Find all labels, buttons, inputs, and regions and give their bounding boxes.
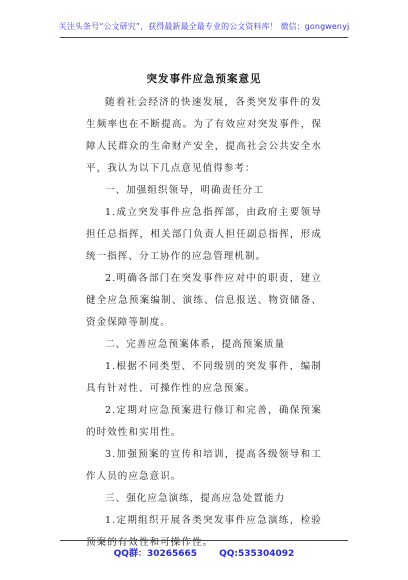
paragraph-2-1: 1.根据不同类型、不同级别的突发事件，编制具有针对性、可操作性的应急预案。 xyxy=(86,361,322,394)
section-heading-2: 二、完善应急预案体系，提高预案质量 xyxy=(105,339,286,350)
paragraph-2-3: 3.加强预案的宣传和培训，提高各级领导和工作人员的应急意识。 xyxy=(86,449,322,482)
paragraph-2-2: 2.定期对应急预案进行修订和完善，确保预案的时效性和实用性。 xyxy=(86,405,322,438)
header-divider xyxy=(60,37,348,38)
qq-text: QQ:535304092 xyxy=(219,549,295,559)
header-banner: 关注头条号“公文研究”，获得最新最全最专业的公文资料库！ 微信：gongwenyj xyxy=(58,22,350,31)
document-title: 突发事件应急预案意见 xyxy=(146,73,262,85)
section-heading-1: 一、加强组织领导，明确责任分工 xyxy=(105,185,265,196)
footer-contact xyxy=(0,546,408,559)
intro-paragraph: 随着社会经济的快速发展，各类突发事件的发生频率也在不断提高。为了有效应对突发事件，保障人民群众的生命财产安全，提高社会公共安全水平，我认为以下几点意见值得参考： xyxy=(86,97,322,174)
section-heading-3: 三、强化应急演练，提高应急处置能力 xyxy=(105,493,286,504)
footer-divider xyxy=(60,540,348,541)
paragraph-3-1: 1.定期组织开展各类突发事件应急演练，检验预案的有效性和可操作性。 xyxy=(86,515,322,548)
paragraph-1-2: 2.明确各部门在突发事件应对中的职责，建立健全应急预案编制、演练、信息报送、物资储备、资金保障等制度。 xyxy=(86,273,322,328)
paragraph-1-1: 1.成立突发事件应急指挥部，由政府主要领导担任总指挥，相关部门负责人担任副总指挥，形成统一指挥、分工协作的应急管理机制。 xyxy=(86,207,322,262)
qq-group-text: QQ群：30265665 xyxy=(113,549,198,559)
document-body xyxy=(86,92,322,554)
